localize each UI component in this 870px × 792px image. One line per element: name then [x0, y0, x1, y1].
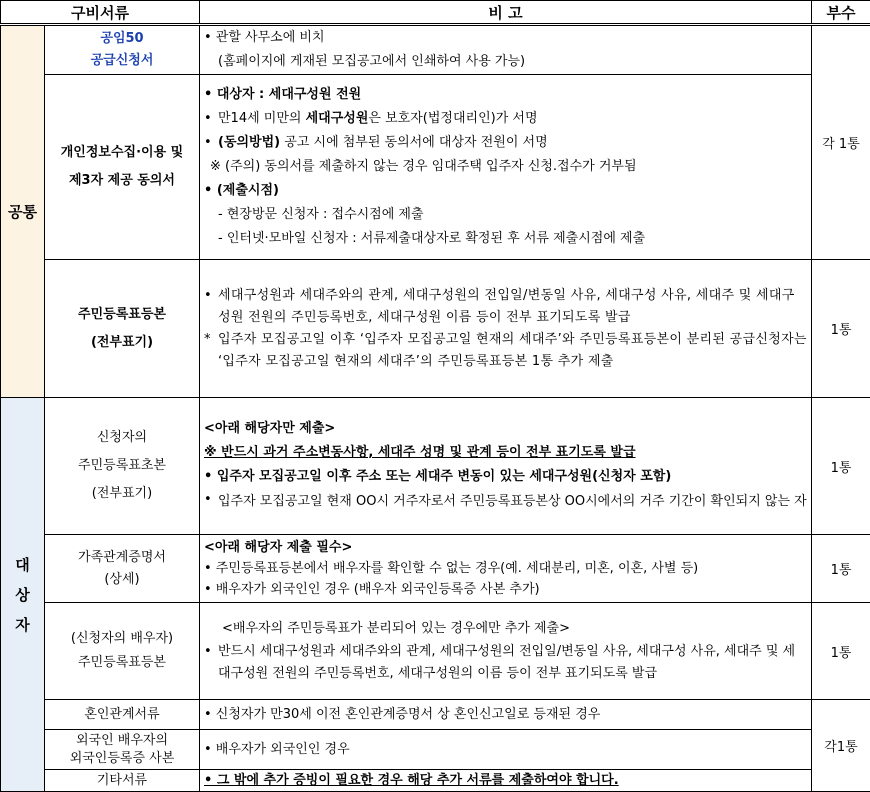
table-row — [1, 770, 870, 792]
count-spouse-register: 1통 — [812, 603, 870, 700]
count-family-certificate: 1통 — [812, 535, 870, 603]
category-target: 대 상 자 — [1, 398, 45, 792]
table-row — [1, 260, 870, 398]
header-row — [1, 1, 870, 25]
category-common: 공통 — [1, 25, 45, 398]
header-remarks: 비 고 — [200, 1, 812, 25]
doc-family-certificate: 가족관계증명서 (상세) — [45, 535, 200, 603]
note-family-certificate: <아래 해당자 제출 필수> • 주민등록표등본에서 배우자를 확인할 수 없는 경우(예. 세대분리, 미혼, 이혼, 사별 등) • 배우자가 외국인인 경우 (배우자 외국인등록증 사본 추가) — [200, 535, 812, 603]
doc-resident-register: 주민등록표등본 (전부표기) — [45, 260, 200, 398]
header-documents: 구비서류 — [1, 1, 200, 25]
note-other: • 그 밖에 추가 증빙이 필요한 경우 해당 추가 서류를 제출하여야 합니다. — [200, 770, 812, 792]
note-privacy-consent: • 대상자 : 세대구성원 전원 • 만14세 미만의 세대구성원은 보호자(법정대리인)가 서명 • (동의방법) 공고 시에 첨부된 동의서에 대상자 전원이 서명 ※ (주의) 동의서를 제출하지 않는 경우 임대주택 입주자 신청.접수가 거부됨 • (제출시점) - 현장방문 신청자 : 접수시점에 제출 - 인터넷·모바일 신청자 : 서류제출대상자로 확정된 후 서류 제출시점에 제출 — [200, 75, 812, 260]
note-foreign-spouse: • 배우자가 외국인인 경우 — [200, 730, 812, 770]
note-application-form: • 관할 사무소에 비치 (홈페이지에 게재된 모집공고에서 인쇄하여 사용 가능) — [200, 25, 812, 75]
note-spouse-register: <배우자의 주민등록표가 분리되어 있는 경우에만 추가 제출> • 반드시 세대구성원과 세대주와의 관계, 세대구성원의 전입일/변동일 사유, 세대구성 사유, 세대주 및 세대구성원 전원의 주민등록번호, 세대구성원의 이름 등이 전부 표기되도록 발급 — [200, 603, 812, 700]
header-count: 부수 — [812, 1, 870, 25]
doc-privacy-consent: 개인정보수집·이용 및 제3자 제공 동의서 — [45, 75, 200, 260]
note-applicant-abstract: <아래 해당자만 제출> ※ 반드시 과거 주소변동사항, 세대주 성명 및 관계 등이 전부 표기도록 발급 • 입주자 모집공고일 이후 주소 또는 세대주 변동이 있는 세대구성원(신청자 포함) • 입주자 모집공고일 현재 OO시 거주자로서 주민등록표등본상 OO시에서의 거주 기간이 확인되지 않는 자 — [200, 398, 812, 535]
doc-spouse-register: (신청자의 배우자) 주민등록표등본 — [45, 603, 200, 700]
note-resident-register: • 세대구성원과 세대주와의 관계, 세대구성원의 전입일/변동일 사유, 세대구성 사유, 세대주 및 세대구성원 전원의 주민등록번호, 세대구성원 이름 등이 전부 표기되도록 발급 * 입주자 모집공고일 이후 ‘입주자 모집공고일 현재의 세대주’와 주민등록표등본이 분리된 공급신청자는 ‘입주자 모집공고일 현재의 세대주’의 주민등록표등본 1통 추가 제출 — [200, 260, 812, 398]
table-row — [1, 75, 870, 260]
table-row — [1, 700, 870, 730]
count-applicant-abstract: 1통 — [812, 398, 870, 535]
count-common: 각 1통 — [812, 25, 870, 260]
doc-applicant-abstract: 신청자의 주민등록표초본 (전부표기) — [45, 398, 200, 535]
doc-foreign-spouse: 외국인 배우자의 외국인등록증 사본 — [45, 730, 200, 770]
table-row — [1, 603, 870, 700]
doc-other: 기타서류 — [45, 770, 200, 792]
table-row — [1, 535, 870, 603]
table-row — [1, 398, 870, 535]
count-resident-register: 1통 — [812, 260, 870, 398]
table-row — [1, 25, 870, 75]
note-marriage: • 신청자가 만30세 이전 혼인관계증명서 상 혼인신고일로 등재된 경우 — [200, 700, 812, 730]
table-row — [1, 730, 870, 770]
count-bottom: 각1통 — [812, 700, 870, 792]
doc-marriage: 혼인관계서류 — [45, 700, 200, 730]
doc-application-form: 공임50 공급신청서 — [45, 25, 200, 75]
